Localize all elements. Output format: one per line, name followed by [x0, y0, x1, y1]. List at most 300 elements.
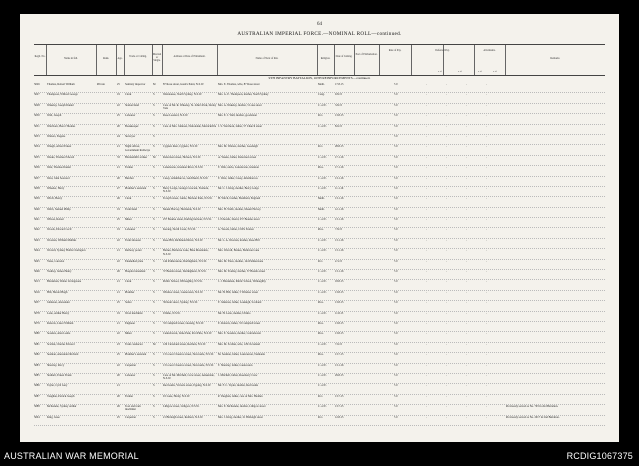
- cell-name: Thomas, Robert William: [47, 83, 75, 86]
- dash-mark: ..: [446, 186, 448, 190]
- cell-remark: Previously served as No. 2017 in 2nd Battalion.: [506, 415, 560, 419]
- cell-date: 8.9.15: [335, 124, 342, 128]
- dash-mark: ..: [466, 270, 468, 274]
- cell-pay: 5 0: [394, 134, 398, 138]
- cell-no: 5045: [34, 259, 40, 263]
- cell-trade: Carpenter: [125, 363, 137, 367]
- cell-ms: S: [153, 353, 155, 357]
- roll-table: [34, 83, 605, 426]
- cell-pay: 5 0: [394, 93, 398, 97]
- cell-name: Waugh, Alfred Ernest: [47, 145, 72, 149]
- dash-mark: ..: [446, 259, 448, 263]
- dash-mark: ..: [486, 238, 488, 242]
- cell-pay: 5 0: [394, 290, 398, 294]
- col-remarks: Remarks: [550, 57, 560, 60]
- cell-address: Rose Leonard, N.S.W.: [163, 114, 189, 118]
- dash-mark: ..: [486, 332, 488, 336]
- cell-name: Wilson, Robert: [47, 218, 64, 222]
- dash-mark: ..: [466, 384, 468, 388]
- dash-mark: ..: [466, 249, 468, 253]
- cell-no: 5026: [34, 83, 40, 86]
- cell-kin: T. West, father, Casey, Allambarcos: [218, 176, 258, 180]
- cell-age: 20: [117, 124, 120, 128]
- dash-mark: ..: [426, 186, 428, 190]
- cell-trade: Carpenter: [125, 415, 137, 419]
- dash-mark: ..: [446, 321, 448, 325]
- dash-mark: ..: [466, 363, 468, 367]
- cell-kin: Mrs. H. Webb, mother, Mount Harvey: [218, 207, 261, 211]
- sub-mark-4: s. d.: [493, 70, 497, 73]
- dash-mark: ..: [466, 176, 468, 180]
- col-allotments: Allotments.: [483, 49, 496, 52]
- cell-name: Wootten, William Mullins: [47, 238, 77, 242]
- cell-address: Berry Lodge, Grange Crescent, Fremont, N.S.W.: [163, 186, 209, 194]
- cell-date: 13.1.16: [335, 238, 344, 242]
- cell-kin: J. S. Watchorn, father, 57 Church street: [218, 124, 262, 128]
- dash-mark: ..: [466, 290, 468, 294]
- dash-mark: ..: [486, 249, 488, 253]
- cell-rel: C. of E.: [318, 311, 327, 315]
- cell-address: 13 Lower Clarence street, Newcastle, N.S.W.: [163, 363, 214, 367]
- cell-ms: S: [153, 176, 155, 180]
- cell-no: 5082: [34, 353, 40, 357]
- cell-address: 13 Lower Clarence street, Newcastle, N.S.W.: [163, 353, 214, 357]
- cell-date: 9.8.15: [335, 93, 342, 97]
- cell-date: 3.8.15: [335, 103, 342, 107]
- table-row: [34, 135, 605, 145]
- cell-no: 5037: [34, 176, 40, 180]
- cell-date: 13.1.16: [335, 249, 344, 253]
- dash-mark: ..: [426, 270, 428, 274]
- cell-no: 5078: [34, 311, 40, 315]
- dash-mark: ..: [426, 342, 428, 346]
- cell-kin: Mr. L. A. Wootten, mother, Rose Hill: [218, 238, 260, 242]
- dash-mark: ..: [446, 83, 448, 86]
- dash-mark: ..: [446, 363, 448, 367]
- cell-trade: Sailor: [125, 301, 132, 305]
- table-row: [34, 239, 605, 249]
- dash-mark: ..: [486, 384, 488, 388]
- cell-trade: Plumber's assistant: [125, 353, 147, 357]
- cell-date: 11.1.16: [335, 186, 344, 190]
- cell-address: 37 Brenda street, Darlinghurst, N.S.W.: [163, 270, 207, 274]
- cell-kin: T. Shersley, father, Launceston: [218, 363, 253, 367]
- cell-rel: C. of E.: [318, 186, 327, 190]
- cell-age: 20: [117, 373, 120, 377]
- cell-address: Cygnets Rest, Cygnets, N.S.W.: [163, 145, 198, 149]
- cell-kin: Mrs. M. Yates, mother, 144 Palmerstone: [218, 259, 264, 263]
- dash-mark: ..: [446, 197, 448, 201]
- cell-address: Rose Hill, Richmond River, N.S.W.: [163, 238, 203, 242]
- cell-trade: Night officer, Government Railways: [125, 145, 151, 152]
- col-religion: Religion.: [320, 57, 331, 60]
- cell-age: 20: [117, 394, 120, 398]
- dash-mark: ..: [466, 83, 468, 86]
- cell-kin: J. Mitchell, father, Roseberry Crew: [218, 373, 258, 377]
- dash-mark: ..: [466, 394, 468, 398]
- cell-ms: M: [153, 342, 156, 346]
- cell-no: 5027: [34, 93, 40, 97]
- roll-page: [20, 14, 619, 442]
- dash-mark: ..: [466, 207, 468, 211]
- table-row: [34, 187, 605, 197]
- sub-mark-1: s. d.: [438, 70, 442, 73]
- cell-date: 17.1.16: [335, 166, 344, 170]
- cell-date: 12.1.16: [335, 207, 344, 211]
- col-regtl-no: Regtl. No.: [34, 55, 46, 58]
- dash-mark: ..: [426, 384, 428, 388]
- dash-mark: ..: [426, 228, 428, 232]
- cell-age: 25: [117, 218, 120, 222]
- cell-date: 17.1.16: [335, 155, 344, 159]
- cell-trade: Farm labourer: [125, 238, 141, 242]
- cell-ms: S: [153, 280, 155, 284]
- cell-kin: Mr. H. Lette, mother, Ultimo: [218, 311, 251, 315]
- cell-no: 5028: [34, 103, 40, 107]
- cell-address: Uf Lane, Hardy, N.S.W.: [163, 394, 190, 398]
- dash-mark: ..: [466, 124, 468, 128]
- cell-remark: Previously served as No. 793 in 2nd Battalion.: [506, 405, 559, 409]
- cell-date: 7.9.15: [335, 342, 342, 346]
- cell-ms: S: [153, 332, 155, 336]
- cell-age: 21: [117, 280, 120, 284]
- cell-kin: J. J. Blackman, Public School, Willoughby: [218, 280, 266, 284]
- cell-kin: Mrs. A. Wakeley, mother, 5 Lane street: [218, 103, 262, 107]
- cell-date: 7.8.15: [335, 228, 342, 232]
- dash-mark: ..: [486, 124, 488, 128]
- cell-date: 13.7.15: [335, 353, 344, 357]
- cell-trade: Miner: [125, 218, 132, 222]
- cell-no: 5086: [34, 384, 40, 388]
- dash-mark: ..: [446, 134, 448, 138]
- dash-mark: ..: [486, 145, 488, 149]
- dash-mark: ..: [446, 342, 448, 346]
- cell-no: 5038: [34, 186, 40, 190]
- cell-pay: 5 0: [394, 124, 398, 128]
- dash-mark: ..: [466, 301, 468, 305]
- cell-kin: Mrs. E. McKenzie, mother, Lithgow street: [218, 405, 266, 409]
- cell-age: 20: [117, 176, 120, 180]
- cell-ms: S: [153, 311, 155, 315]
- cell-date: 13.8.15: [335, 301, 344, 305]
- cell-trade: Labourer: [125, 228, 136, 232]
- dash-mark: ..: [446, 373, 448, 377]
- cell-pay: 5 0: [394, 373, 398, 377]
- dash-mark: ..: [446, 218, 448, 222]
- dash-mark: ..: [486, 415, 488, 419]
- col-name: Name in full.: [64, 57, 78, 60]
- cell-no: 5039: [34, 197, 40, 201]
- cell-trade: Farmer: [125, 166, 134, 170]
- cell-date: 13.1.16: [335, 176, 344, 180]
- cell-rel: C. of E.: [318, 405, 327, 409]
- cell-kin: Mr. F. C. Tayler, mother, Red Gums: [218, 384, 259, 388]
- dash-mark: ..: [446, 176, 448, 180]
- cell-pay: 5 0: [394, 155, 398, 159]
- cell-age: 23: [117, 342, 120, 346]
- cell-pay: 5 0: [394, 342, 398, 346]
- cell-pay: 5 0: [394, 176, 398, 180]
- cell-ms: S: [153, 321, 155, 325]
- col-married: Married or Single.: [152, 53, 162, 62]
- dash-mark: ..: [466, 186, 468, 190]
- cell-trade: Plumber's assistant: [125, 186, 147, 190]
- cell-age: 21: [117, 249, 120, 253]
- cell-date: 2.3.15: [335, 259, 342, 263]
- dash-mark: ..: [466, 134, 468, 138]
- cell-rel: C. of E.: [318, 373, 327, 377]
- dash-mark: ..: [446, 249, 448, 253]
- cell-address: Barnes, Bellevue Lane, Blue Mountains, N.S.W.: [163, 249, 209, 256]
- cell-age: 21: [117, 290, 120, 294]
- dash-mark: ..: [426, 363, 428, 367]
- column-header-block: [34, 44, 605, 76]
- cell-address: 257 Bourke street, Darling harbour, N.S.W.: [163, 218, 212, 222]
- dash-mark: ..: [446, 384, 448, 388]
- table-row: [34, 125, 605, 135]
- dash-mark: ..: [446, 301, 448, 305]
- cell-address: 129 Cleveland street, Redfern, N.S.W.: [163, 342, 206, 346]
- cell-trade: Tram conductor: [125, 342, 143, 346]
- cell-ms: S: [153, 290, 155, 294]
- dash-mark: ..: [486, 270, 488, 274]
- dash-mark: ..: [466, 332, 468, 336]
- table-row: [34, 145, 605, 155]
- cell-pay: 5 0: [394, 311, 398, 315]
- dash-mark: ..: [486, 93, 488, 97]
- cell-rel: R.C.: [318, 145, 324, 149]
- cell-pay: 5 0: [394, 384, 398, 388]
- dash-mark: ..: [446, 405, 448, 409]
- table-row: [34, 322, 605, 332]
- dash-mark: ..: [426, 321, 428, 325]
- cell-age: 19: [117, 93, 120, 97]
- cell-name: Wall, Joseph: [47, 114, 62, 118]
- cell-rel: Pres.: [318, 321, 324, 325]
- dash-mark: ..: [466, 166, 468, 170]
- cell-address: Lansdowne, Glennon River, N.S.W.: [163, 166, 204, 170]
- cell-age: 25: [117, 301, 120, 305]
- dash-mark: ..: [446, 145, 448, 149]
- dash-mark: ..: [486, 166, 488, 170]
- cell-trade: Railway porter: [125, 249, 142, 253]
- cell-name: West, John Seaward: [47, 176, 70, 180]
- table-row: [34, 208, 605, 218]
- dash-mark: ..: [486, 280, 488, 284]
- footer-left: AUSTRALIAN WAR MEMORIAL: [4, 451, 139, 461]
- cell-no: 5013: [34, 280, 40, 284]
- dash-mark: ..: [486, 311, 488, 315]
- cell-age: 21: [117, 166, 120, 170]
- cell-trade: Clerk: [125, 280, 132, 284]
- dash-mark: ..: [466, 259, 468, 263]
- cell-no: 5041: [34, 218, 40, 222]
- cell-age: 26: [117, 405, 120, 409]
- dash-mark: ..: [466, 218, 468, 222]
- cell-trade: Clerk: [125, 93, 132, 97]
- cell-ms: S: [153, 145, 155, 149]
- cell-pay: 5 0: [394, 259, 398, 263]
- cell-address: Lithgow street, Lithgow, N.S.W.: [163, 405, 200, 409]
- cell-pay: 5 0: [394, 301, 398, 305]
- cell-ms: S: [153, 405, 155, 409]
- cell-no: 5080: [34, 332, 40, 336]
- dash-mark: ..: [426, 238, 428, 242]
- cell-pay: 5 0: [394, 363, 398, 367]
- cell-rel: C. of E.: [318, 176, 327, 180]
- dash-mark: ..: [486, 103, 488, 107]
- dash-mark: ..: [426, 134, 428, 138]
- dash-mark: ..: [466, 415, 468, 419]
- cell-trade: Labourer: [125, 114, 136, 118]
- dash-mark: ..: [426, 197, 428, 201]
- cell-address: 39 Kent street, Sydney, N.S.W.: [163, 301, 198, 305]
- cell-address: 33 Campbell street, Glenelg, N.S.W.: [163, 321, 204, 325]
- dash-mark: ..: [486, 259, 488, 263]
- cell-name: Weir, Thomas Daniel: [47, 166, 71, 170]
- cell-name: Stuthell, Ernest Frank: [47, 373, 72, 377]
- cell-ms: S: [153, 301, 155, 305]
- footer-right: RCDIG1067375: [566, 451, 633, 461]
- section-heading: 9TH INFANTRY BATTALION, 16TH REINFORCEMENTS—continued.: [268, 76, 371, 80]
- dash-mark: ..: [486, 353, 488, 357]
- dash-mark: ..: [446, 394, 448, 398]
- cell-trade: Sanitary inspector: [125, 83, 146, 86]
- cell-date: 12.8.15: [335, 415, 344, 419]
- cell-age: 25: [117, 83, 120, 86]
- table-row: [34, 301, 605, 311]
- table-row: [34, 312, 605, 322]
- dash-mark: ..: [466, 311, 468, 315]
- cell-date: 13.7.15: [335, 394, 344, 398]
- dash-mark: ..: [466, 228, 468, 232]
- dash-mark: ..: [466, 93, 468, 97]
- cell-pay: 5 0: [394, 218, 398, 222]
- dash-mark: ..: [426, 166, 428, 170]
- cell-pay: 5 0: [394, 415, 398, 419]
- dash-mark: ..: [426, 176, 428, 180]
- cell-ms: S: [153, 124, 155, 128]
- dash-mark: ..: [466, 103, 468, 107]
- cell-age: 22: [117, 238, 120, 242]
- cell-kin: G. Woods, father, Cliff's Station: [218, 228, 254, 232]
- dash-mark: ..: [426, 259, 428, 263]
- dash-mark: ..: [486, 83, 488, 86]
- dash-mark: ..: [486, 290, 488, 294]
- cell-ms: S: [153, 238, 155, 242]
- cell-pay: 5 0: [394, 197, 398, 201]
- cell-no: 5079: [34, 321, 40, 325]
- dash-mark: ..: [426, 207, 428, 211]
- dash-mark: ..: [486, 134, 488, 138]
- dash-mark: ..: [426, 280, 428, 284]
- dash-mark: ..: [446, 290, 448, 294]
- cell-ms: S: [153, 373, 155, 377]
- cell-ms: S: [153, 197, 155, 201]
- page-title: AUSTRALIAN IMPERIAL FORCE.—NOMINAL ROLL—continued.: [237, 31, 402, 37]
- cell-date: 13.7.15: [335, 405, 344, 409]
- cell-name: Johnston, Alexander: [47, 301, 70, 305]
- cell-ms: S: [153, 270, 155, 274]
- dash-mark: ..: [446, 332, 448, 336]
- cell-rel: C. of E.: [318, 384, 327, 388]
- dash-mark: ..: [446, 228, 448, 232]
- dash-mark: ..: [446, 103, 448, 107]
- dash-mark: ..: [486, 342, 488, 346]
- cell-date: 13.1.16: [335, 363, 344, 367]
- cell-date: 13.8.15: [335, 114, 344, 118]
- cell-kin: T. Weir, uncle, Lansdowne, Glennon: [218, 166, 259, 170]
- cell-pay: 5 0: [394, 238, 398, 242]
- cell-no: 5081: [34, 342, 40, 346]
- dash-mark: ..: [466, 342, 468, 346]
- cell-no: 5088: [34, 405, 40, 409]
- cell-ms: S: [153, 103, 155, 107]
- col-rank: Rank.: [102, 57, 110, 60]
- dash-mark: ..: [446, 114, 448, 118]
- cell-name: Wakeley, Joseph Daniel: [47, 103, 74, 107]
- cell-name: Thompson, Wilfred George: [47, 93, 78, 97]
- cell-rel: C. of E.: [318, 249, 327, 253]
- table-row: [34, 270, 605, 280]
- cell-name: Hill, Harold Hugh: [47, 290, 68, 294]
- cell-age: 25: [117, 353, 120, 357]
- cell-trade: Enamelled plate: [125, 259, 144, 263]
- cell-rel: R.C.: [318, 415, 324, 419]
- cell-date: 29.8.15: [335, 373, 344, 377]
- table-row: [34, 416, 605, 426]
- cell-trade: Plumber: [125, 290, 135, 294]
- table-row: [34, 177, 605, 187]
- cell-age: 21: [117, 384, 120, 388]
- cell-address: Care of Mr. R. Wakeley, St. John's Park, Darley Vale: [163, 103, 217, 111]
- dash-mark: ..: [466, 114, 468, 118]
- cell-rel: C. of E.: [318, 280, 327, 284]
- dash-mark: ..: [426, 145, 428, 149]
- page-number: 64: [317, 22, 322, 27]
- cell-kin: P. Vaughan, father, care of Mrs. Hadden: [218, 394, 263, 398]
- table-row: [34, 364, 605, 374]
- cell-no: 5083: [34, 363, 40, 367]
- cell-address: Mount Harvey, Hartlands, N.S.W.: [163, 207, 201, 211]
- dash-mark: ..: [426, 103, 428, 107]
- cell-age: 19: [117, 207, 120, 211]
- cell-no: 5004: [34, 415, 40, 419]
- cell-name: Vaughan, Patrick Joseph: [47, 394, 75, 398]
- dash-mark: ..: [426, 353, 428, 357]
- cell-trade: Butcher: [125, 176, 134, 180]
- cell-address: 144 Palmerstone, Darlinghurst, N.S.W.: [163, 259, 207, 263]
- cell-rel: C. of E.: [318, 103, 327, 107]
- cell-date: 13.1.16: [335, 197, 344, 201]
- dash-mark: ..: [486, 155, 488, 159]
- cell-trade: Labourer: [125, 373, 136, 377]
- cell-kin: Mrs. G. E. Thompson, mother, North Sydney: [218, 93, 269, 97]
- cell-kin: Mrs. M. Scallan, wife, 129 Cleveland: [218, 342, 261, 346]
- cell-no: 5085: [34, 373, 40, 377]
- cell-address: Centreboven, Lime Park, Port Pirie, N.S.W.: [163, 332, 212, 336]
- cell-no: 5043: [34, 238, 40, 242]
- cell-rel: R.C.: [318, 114, 324, 118]
- table-row: [34, 291, 605, 301]
- cell-ms: S: [153, 228, 155, 232]
- dash-mark: ..: [446, 93, 448, 97]
- sub-mark-2: s. d.: [458, 70, 462, 73]
- dash-mark: ..: [466, 353, 468, 357]
- cell-pay: 5 0: [394, 249, 398, 253]
- dash-mark: ..: [446, 155, 448, 159]
- cell-kin: Mrs. J. King, mother, 21 Birtleigh street: [218, 415, 263, 419]
